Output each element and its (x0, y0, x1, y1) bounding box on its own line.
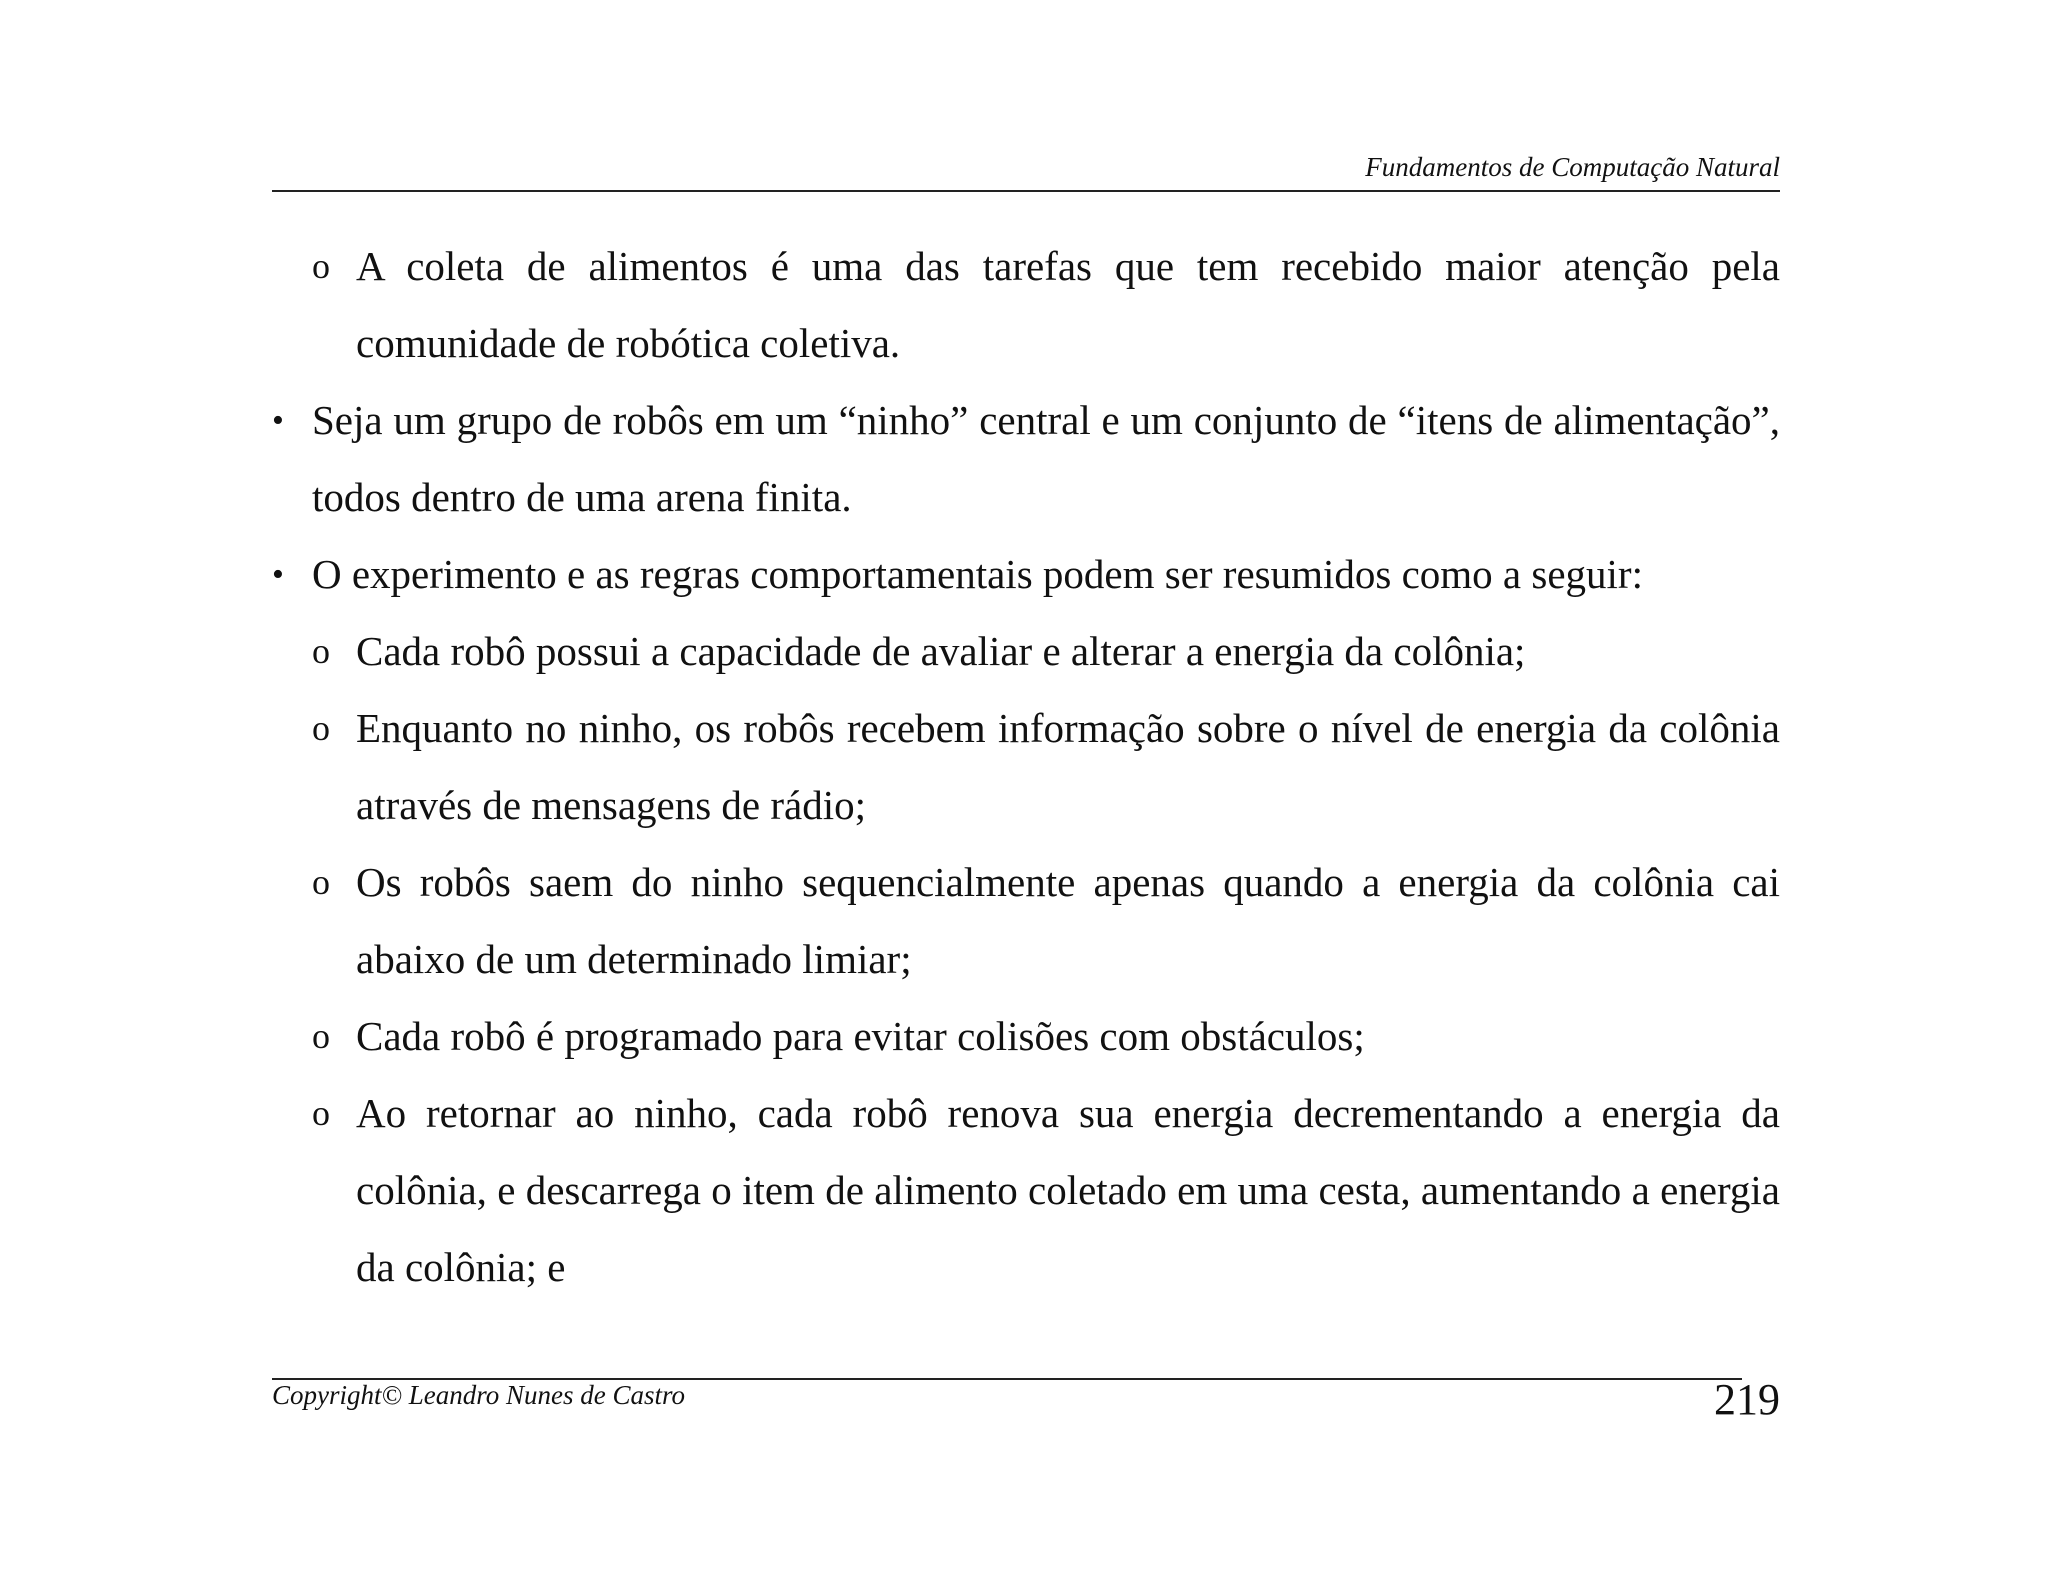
circle-bullet-icon: o (312, 1016, 330, 1056)
list-item-text: A coleta de alimentos é uma das tarefas que tem recebido maior atenção pela comunidade de robótica coletiva. (356, 243, 1780, 366)
list-item-text: Seja um grupo de robôs em um “ninho” central e um conjunto de “itens de alimentação”, todos dentro de uma arena finita. (312, 397, 1780, 520)
circle-bullet-icon: o (312, 862, 330, 902)
circle-bullet-icon: o (312, 1093, 330, 1133)
list-item (272, 613, 1780, 690)
list-item (272, 690, 1780, 844)
list-item-text: O experimento e as regras comportamentais podem ser resumidos como a seguir: (312, 551, 1643, 597)
list-item (272, 1075, 1780, 1306)
list-item (272, 536, 1780, 613)
running-title: Fundamentos de Computação Natural (1365, 152, 1780, 182)
list-item-text: Enquanto no ninho, os robôs recebem informação sobre o nível de energia da colônia através de mensagens de rádio; (356, 705, 1780, 828)
circle-bullet-icon: o (312, 631, 330, 671)
list-item (272, 998, 1780, 1075)
list-item (272, 844, 1780, 998)
list-item-text: Cada robô possui a capacidade de avaliar e alterar a energia da colônia; (356, 628, 1526, 674)
running-header (272, 150, 1780, 192)
list-item-text: Cada robô é programado para evitar colisões com obstáculos; (356, 1013, 1365, 1059)
page-number: 219 (1714, 1375, 1780, 1424)
bullet-icon: • (272, 402, 284, 439)
page-body (272, 228, 1780, 1306)
list-item-text: Ao retornar ao ninho, cada robô renova sua energia decrementando a energia da colônia, e descarrega o item de alimento coletado em uma cesta, aumentando a energia da colônia; e (356, 1090, 1780, 1290)
copyright-notice: Copyright© Leandro Nunes de Castro (272, 1380, 686, 1410)
circle-bullet-icon: o (312, 246, 330, 286)
circle-bullet-icon: o (312, 708, 330, 748)
list-item (272, 228, 1780, 382)
bullet-icon: • (272, 556, 284, 593)
list-item (272, 382, 1780, 536)
list-item-text: Os robôs saem do ninho sequencialmente apenas quando a energia da colônia cai abaixo de um determinado limiar; (356, 859, 1780, 982)
